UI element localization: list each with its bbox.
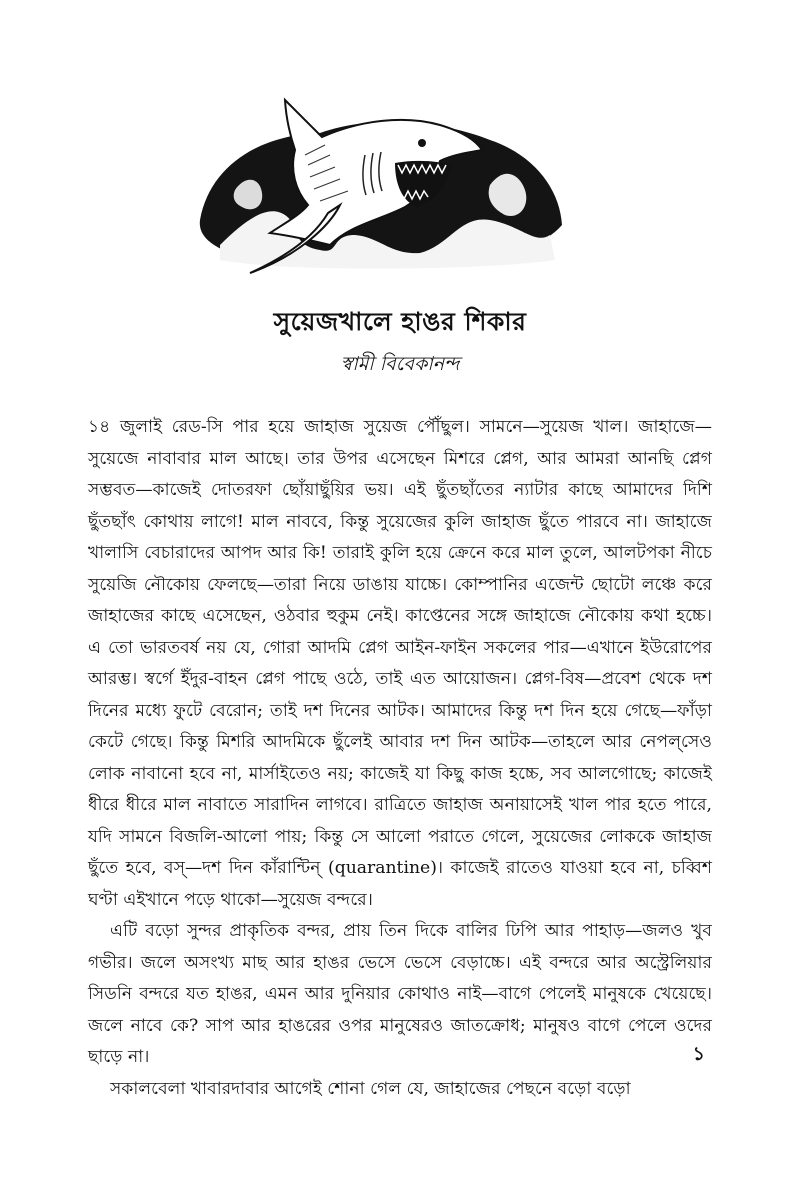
shark-illustration bbox=[190, 95, 570, 275]
page-number: ১ bbox=[692, 1043, 705, 1065]
paragraph: এটি বড়ো সুন্দর প্রাকৃতিক বন্দর, প্রায় তিন দিকে বালির ঢিপি আর পাহাড়—জলও খুব গভীর। জলে অসংখ্য মাছ আর হাঙর ভেসে ভেসে বেড়াচ্চে। এই বন্দরে আর অস্ট্রেলিয়ার সিডনি বন্দরে যত হাঙর, এমন আর দুনিয়ার কোথাও নাই—বাগে পেলেই মানুষকে খেয়েছে। জলে নাবে কে? সাপ আর হাঙরের ওপর মানুষেরও জাতক্রোধ; মানুষও বাগে পেলে ওদের ছাড়ে না। bbox=[88, 921, 712, 1067]
paragraph: ১৪ জুলাই রেড-সি পার হয়ে জাহাজ সুয়েজ পৌঁছুল। সামনে—সুয়েজ খাল। জাহাজে—সুয়েজে নাবাবার মাল আছে। তার উপর এসেছেন মিশরে প্লেগ, আর আমরা আনছি প্লেগ সম্ভবত—কাজেই দোতরফা ছোঁয়াছুঁয়ির ভয়। এই ছুঁতছাঁতের ন্যাটার কাছে আমাদের দিশি ছুঁতছাঁৎ কোথায় লাগে! মাল নাববে, কিন্তু সুয়েজের কুলি জাহাজ ছুঁতে পারবে না। জাহাজে খালাসি বেচারাদের আপদ আর কি! তারাই কুলি হয়ে ক্রেনে করে মাল তুলে, আলটপকা নীচে সুয়েজি নৌকোয় ফেলছে—তারা নিয়ে ডাঙায় যাচ্চে। কোম্পানির এজেন্ট ছোটো লঞ্চে করে জাহাজের কাছে এসেছেন, ওঠবার হুকুম নেই। কাপ্তেনের সঙ্গে জাহাজে নৌকোয় কথা হচ্চে। এ তো ভারতবর্ষ নয় যে, গোরা আদমি প্লেগ আইন-ফাইন সকলের পার—এখানে ইউরোপের আরম্ভ। স্বর্গে ইঁদুর-বাহন প্লেগ পাছে ওঠে, তাই এত আয়োজন। প্লেগ-বিষ—প্রবেশ থেকে দশ দিনের মধ্যে ফুটে বেরোন; তাই দশ দিনের আটক। আমাদের কিন্তু দশ দিন হয়ে গেছে—ফাঁড়া কেটে গেছে। কিন্তু মিশরি আদমিকে ছুঁলেই আবার দশ দিন আটক—তাহলে আর নেপল্‌সেও লোক নাবানো হবে না, মার্সাইতেও নয়; কাজেই যা কিছু কাজ হচ্চে, সব আলগোছে; কাজেই ধীরে ধীরে মাল নাবাতে সারাদিন লাগবে। রাত্রিতে জাহাজ অনায়াসেই খাল পার হতে পারে, যদি সামনে বিজলি-আলো পায়; কিন্তু সে আলো পরাতে গেলে, সুয়েজের লোককে জাহাজ ছুঁতে হবে, বস্—দশ দিন কাঁরান্টিন্ (quarantine)। কাজেই রাতেও যাওয়া হবে না, চব্বিশ ঘণ্টা এইখানে পড়ে থাকো—সুয়েজ বন্দরে। bbox=[88, 417, 712, 910]
chapter-title: সুয়েজখালে হাঙর শিকার bbox=[273, 307, 527, 336]
body-text bbox=[88, 412, 712, 1105]
chapter-author: স্বামী বিবেকানন্দ bbox=[340, 353, 460, 375]
paragraph: সকালবেলা খাবারদাবার আগেই শোনা গেল যে, জাহাজের পেছনে বড়ো বড়ো bbox=[110, 1078, 631, 1099]
